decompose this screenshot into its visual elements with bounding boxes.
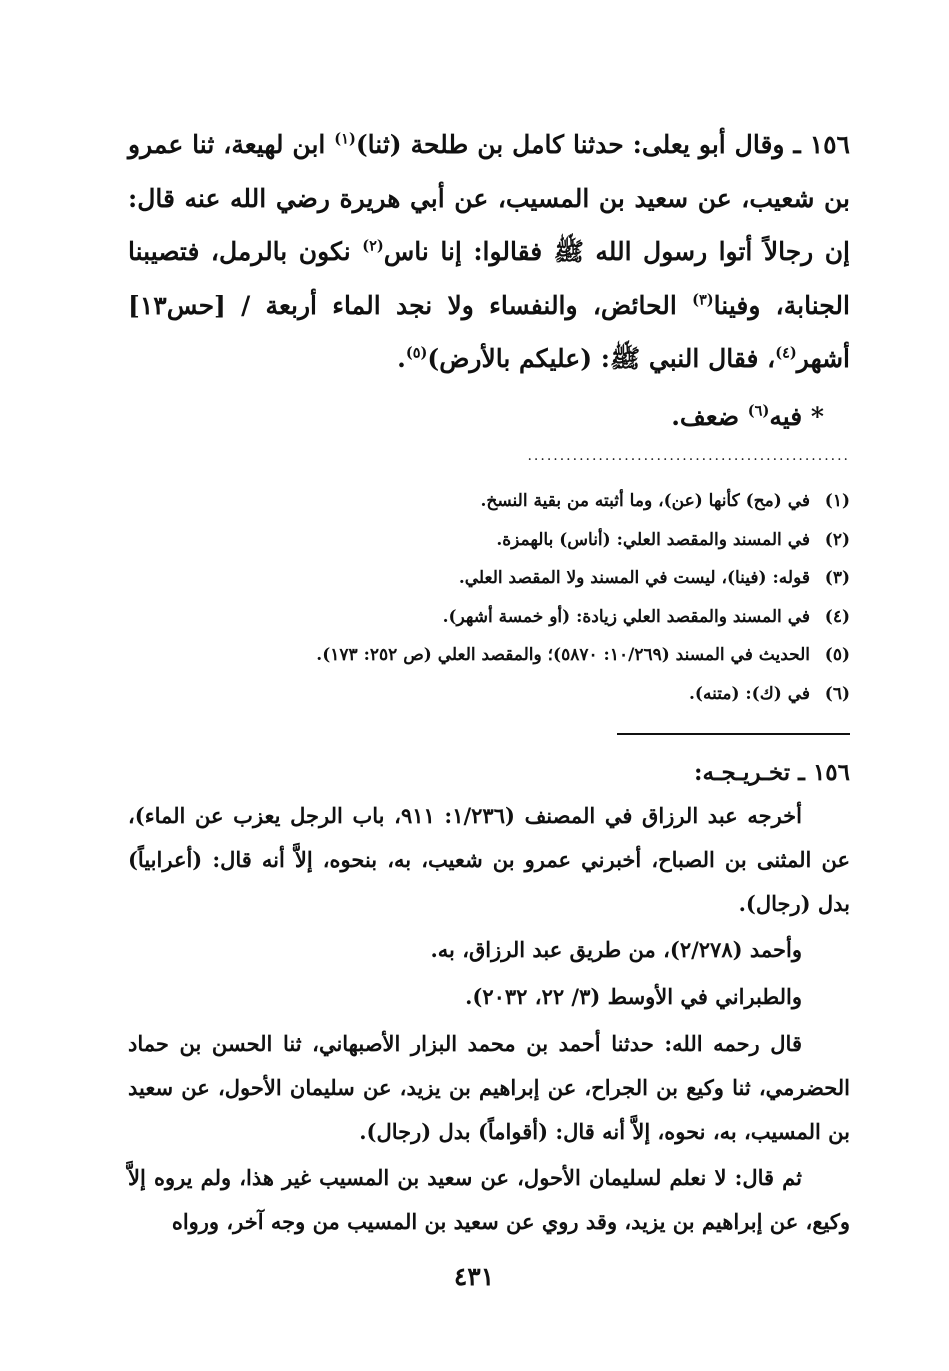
takhrij-paragraph: أخرجه عبد الرزاق في المصنف (١/٢٣٦: ٩١١، باب الرجل يعزب عن الماء)، عن المثنى بن الصباح، أخبرني عمرو بن شعيب، به، بنحوه، إلاَّ أنه قال: (أعرابياً) بدل (رجال). [128,803,850,916]
hadith-text-segment: ابن لهيعة، ثنا عمرو بن شعيب، عن سعيد بن المسيب، عن أبي هريرة رضي الله عنه قال: إن رجالاً أتوا رسول الله ﷺ فقالوا: إنا ناس [128,130,851,266]
footnote-text: في المسند والمقصد العلي: (أناس) بالهمزة. [496,529,810,550]
footnote-number: (١) [824,491,850,511]
footnote-item [128,482,850,521]
footnote-text: في (ك): (متنه). [689,683,810,704]
footnote-ref: (٥) [405,344,428,362]
takhrij-paragraph: والطبراني في الأوسط (٣/ ٢٢، ٢٠٣٢). [465,984,802,1010]
section-divider [617,733,850,735]
footnote-item [128,521,850,560]
takhrij-heading: ١٥٦ ـ تخـريـجـه: [693,759,850,786]
footnote-number: (٤) [824,606,850,627]
hadith-text-segment: ، فقال النبي ﷺ: (عليكم بالأرض) [427,344,776,373]
footnote-item [128,598,850,637]
hadith-text [128,118,850,443]
footnote-text: الحديث في المسند (١٠/٢٦٩: ٥٨٧٠)؛ والمقصد العلي (ص ٢٥٢: ١٧٣). [316,645,810,666]
footnote-item [128,559,850,598]
verdict-text: * فيه [769,401,824,431]
takhrij-paragraph: ثم قال: لا نعلم لسليمان الأحول، عن سعيد بن المسيب غير هذا، ولم يروه إلاَّ وكيع، عن إبراهيم بن يزيد، وقد روي عن سعيد بن المسيب من وجه آخر، ورواه [128,1165,850,1235]
footnote-separator: .................................................. [527,448,850,464]
verdict-text: ضعف. [671,401,748,431]
footnote-number: (٦) [824,683,850,704]
takhrij-paragraph: قال رحمه الله: حدثنا أحمد بن محمد البزار الأصبهاني، ثنا الحسن بن حماد الحضرمي، ثنا وكيع بن الجراح، عن إبراهيم بن يزيد، عن سليمان الأحول، عن سعيد بن المسيب، به، نحوه، إلاَّ أنه قال: (أقواماً) بدل (رجال). [128,1030,850,1144]
footnote-text: في (مح) كأنها (عن)، وما أثبته من بقية النسخ. [480,491,810,511]
takhrij-paragraph: وأحمد (٢/٢٧٨)، من طريق عبد الرزاق، به. [430,937,802,963]
hadith-text-segment: ١٥٦ ـ وقال أبو يعلى: حدثنا كامل بن طلحة (ثنا) [355,130,850,159]
hadith-text-segment: . [397,344,406,373]
footnote-item [128,636,850,675]
footnote-item [128,675,850,714]
footnote-text: قوله: (فينا)، ليست في المسند ولا المقصد العلي. [458,568,810,589]
footnote-number: (٢) [824,529,850,550]
footnote-ref: (٢) [362,237,384,255]
takhrij-body [128,794,850,1244]
footnote-ref: (١) [334,130,356,148]
footnote-number: (٣) [824,568,850,589]
footnote-text: في المسند والمقصد العلي زيادة: (أو خمسة أشهر). [442,606,810,627]
footnote-number: (٥) [824,645,850,666]
page-number: ٤٣١ [453,1262,495,1291]
grading-verdict [128,390,850,444]
hadith-text-segment: نكون بالرمل، فتصيبنا الجنابة، وفينا [128,237,850,320]
hadith-paragraph [128,118,850,386]
footnote-ref: (٤) [775,344,797,362]
footnotes [128,482,850,714]
footnote-ref: (٣) [692,291,714,309]
footnote-ref: (٦) [747,402,770,420]
hadith-text-segment: الحائض، والنفساء ولا نجد الماء أربعة / [حس١٣] أشهر [128,290,850,373]
